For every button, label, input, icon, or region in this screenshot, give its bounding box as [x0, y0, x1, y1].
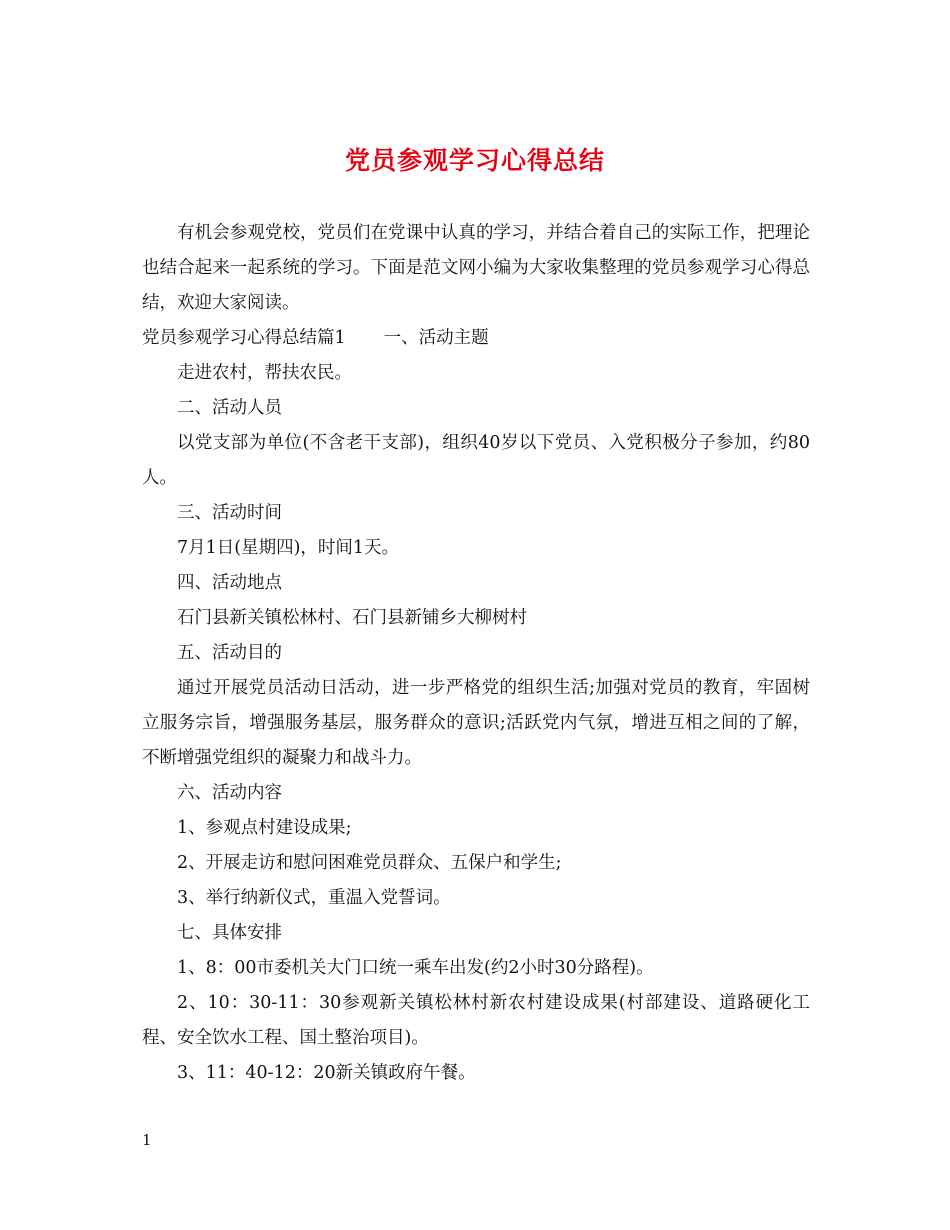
paragraph: 四、活动地点	[177, 573, 282, 593]
intro-paragraph: 有机会参观党校，党员们在党课中认真的学习，并结合着自己的实际工作，把理论也结合起来一起系统的学习。下面是范文网小编为大家收集整理的党员参观学习心得总结，欢迎大家阅读。	[142, 223, 810, 313]
paragraph: 7月1日(星期四)，时间1天。	[177, 538, 400, 558]
paragraph: 三、活动时间	[177, 503, 282, 523]
section-title: 党员参观学习心得总结篇1	[142, 328, 346, 348]
paragraph: 二、活动人员	[177, 398, 282, 418]
paragraph: 1、8：00市委机关大门口统一乘车出发(约2小时30分路程)。	[177, 958, 654, 978]
document-title: 党员参观学习心得总结	[344, 146, 605, 175]
paragraph: 3、11：40-12：20新关镇政府午餐。	[177, 1063, 476, 1083]
section-first-heading: 一、活动主题	[383, 328, 489, 348]
paragraph: 2、开展走访和慰问困难党员群众、五保户和学生;	[177, 853, 562, 873]
paragraph: 3、举行纳新仪式，重温入党誓词。	[177, 888, 451, 908]
paragraph: 走进农村，帮扶农民。	[177, 363, 352, 383]
paragraph: 以党支部为单位(不含老干支部)，组织40岁以下党员、入党积极分子参加，约80人。	[142, 433, 810, 488]
page-number: 1	[142, 1131, 152, 1149]
paragraph: 五、活动目的	[177, 643, 282, 663]
paragraph: 石门县新关镇松林村、石门县新铺乡大柳树村	[177, 608, 527, 628]
paragraph: 1、参观点村建设成果;	[177, 818, 352, 838]
paragraph: 2、10：30-11：30参观新关镇松林村新农村建设成果(村部建设、道路硬化工程、安全饮水工程、国土整治项目)。	[142, 993, 810, 1048]
paragraph: 七、具体安排	[177, 923, 282, 943]
paragraph: 六、活动内容	[177, 783, 282, 803]
section-heading-line	[142, 321, 810, 356]
document-body	[142, 216, 810, 1091]
paragraph: 通过开展党员活动日活动，进一步严格党的组织生活;加强对党员的教育，牢固树立服务宗旨，增强服务基层，服务群众的意识;活跃党内气氛，增进互相之间的了解，不断增强党组织的凝聚力和战斗力。	[142, 678, 810, 768]
